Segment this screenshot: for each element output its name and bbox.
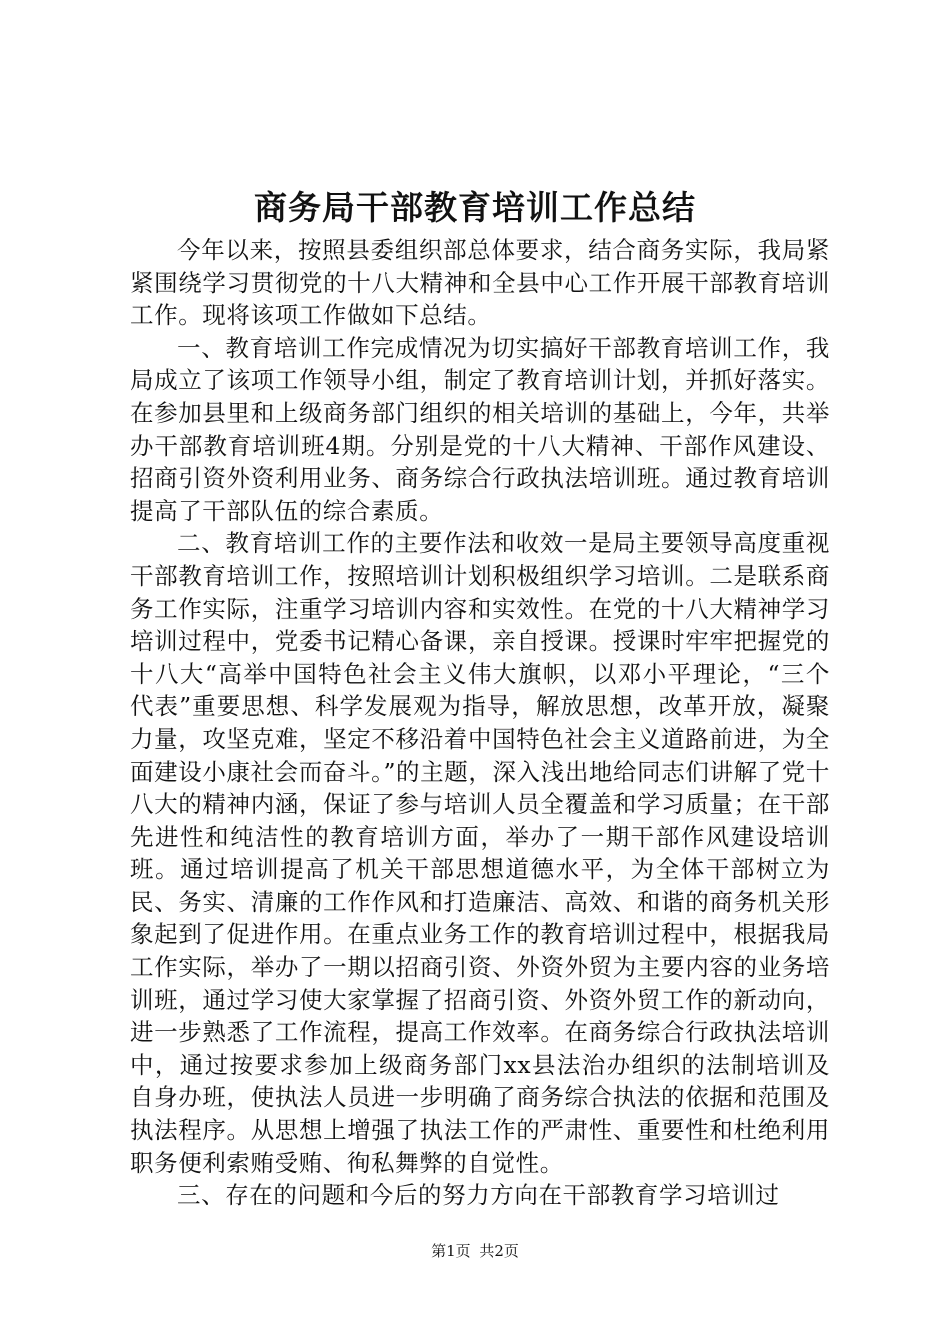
paragraph-section-2: 二、教育培训工作的主要作法和收效一是局主要领导高度重视干部教育培训工作，按照培训计划积极组织学习培训。二是联系商务工作实际，注重学习培训内容和实效性。在党的十八大精神学习培训过程中，党委书记精心备课，亲自授课。授课时牢牢把握党的十八大“高举中国特色社会主义伟大旗帜，以邓小平理论，“三个代表”重要思想、科学发展观为指导，解放思想，改革开放，凝聚力量，攻坚克难，坚定不移沿着中国特色社会主义道路前进，为全面建设小康社会而奋斗。”的主题，深入浅出地给同志们讲解了党十八大的精神内涵，保证了参与培训人员全覆盖和学习质量；在干部先进性和纯洁性的教育培训方面，举办了一期干部作风建设培训班。通过培训提高了机关干部思想道德水平，为全体干部树立为民、务实、清廉的工作作风和打造廉洁、高效、和谐的商务机关形象起到了促进作用。在重点业务工作的教育培训过程中，根据我局工作实际，举办了一期以招商引资、外资外贸为主要内容的业务培训班，通过学习使大家掌握了招商引资、外资外贸工作的新动向，进一步熟悉了工作流程，提高工作效率。在商务综合行政执法培训中，通过按要求参加上级商务部门xx县法治办组织的法制培训及自身办班，使执法人员进一步明确了商务综合执法的依据和范围及执法程序。从思想上增强了执法工作的严肃性、重要性和杜绝利用职务便利索贿受贿、徇私舞弊的自觉性。 — [130, 529, 830, 1177]
page-number: 第1页 — [431, 1242, 471, 1260]
paragraph-intro: 今年以来，按照县委组织部总体要求，结合商务实际，我局紧紧围绕学习贯彻党的十八大精神和全县中心工作开展干部教育培训工作。现将该项工作做如下总结。 — [130, 236, 830, 330]
page-footer — [0, 1241, 950, 1261]
page-total: 共2页 — [479, 1242, 519, 1260]
document-title: 商务局干部教育培训工作总结 — [254, 188, 696, 227]
paragraph-section-3: 三、存在的问题和今后的努力方向在干部教育学习培训过 — [177, 1181, 780, 1210]
document-body — [130, 234, 830, 1212]
paragraph-section-1: 一、教育培训工作完成情况为切实搞好干部教育培训工作，我局成立了该项工作领导小组，制定了教育培训计划，并抓好落实。在参加县里和上级商务部门组织的相关培训的基础上，今年，共举办干部教育培训班4期。分别是党的十八大精神、干部作风建设、招商引资外资利用业务、商务综合行政执法培训班。通过教育培训提高了干部队伍的综合素质。 — [130, 333, 830, 525]
